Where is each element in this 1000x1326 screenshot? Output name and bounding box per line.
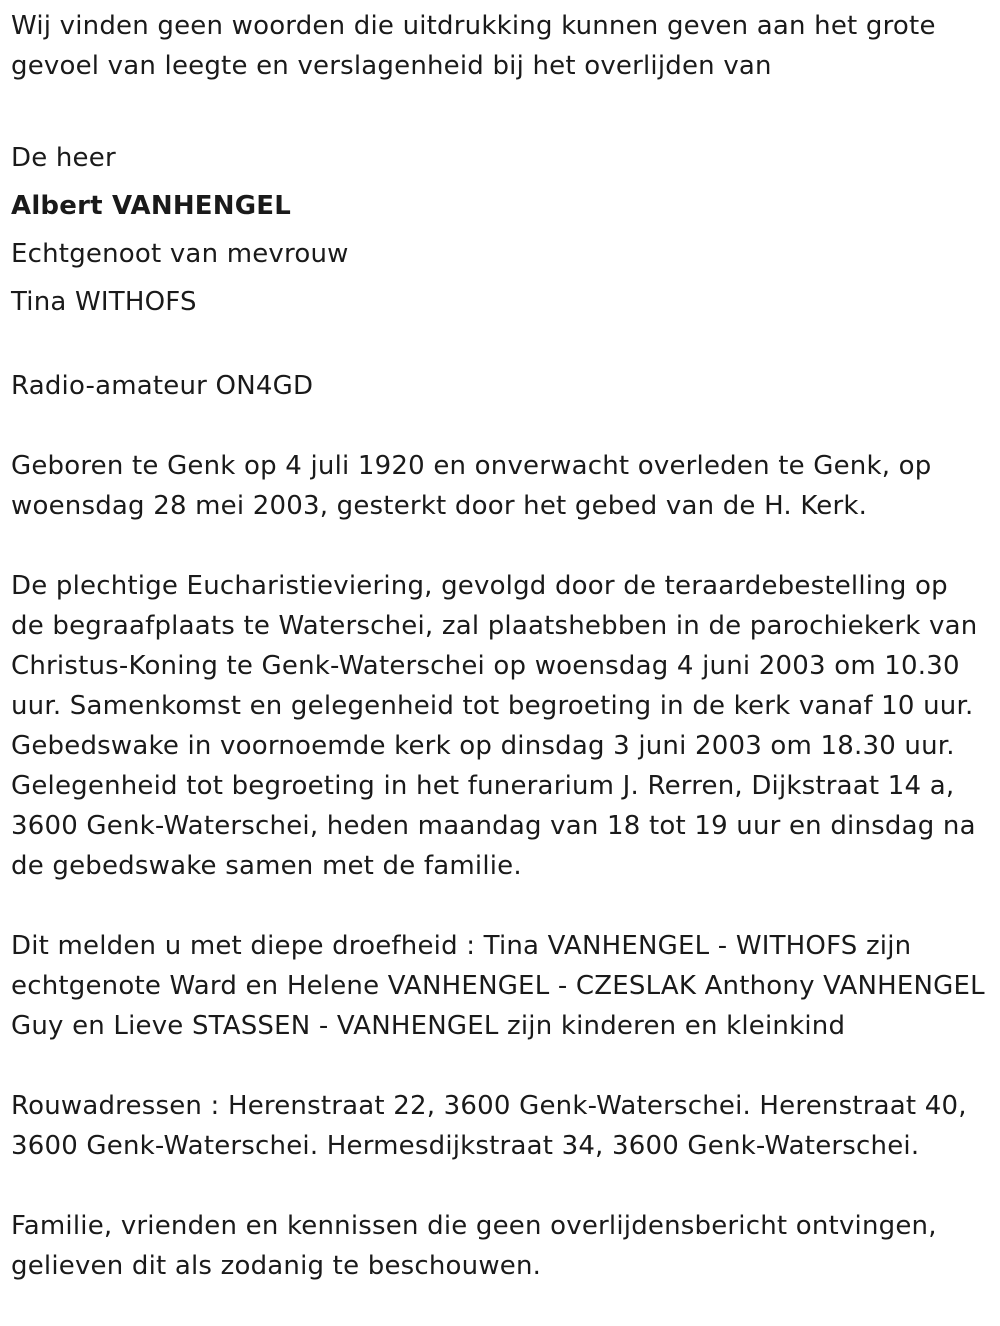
addresses-paragraph: Rouwadressen : Herenstraat 22, 3600 Genk-Waterschei. Herenstraat 40, 3600 Genk-Waterschei. Hermesdijkstraat 34, 3600 Genk-Waterschei.: [11, 1091, 967, 1161]
spacer: [11, 526, 986, 566]
spacer: [11, 86, 986, 126]
spacer: [11, 326, 986, 366]
spouse-label: Echtgenoot van mevrouw: [11, 239, 349, 269]
closing-paragraph: Familie, vrienden en kennissen die geen overlijdensbericht ontvingen, gelieven dit als zodanig te beschouwen.: [11, 1211, 937, 1281]
spacer: [11, 886, 986, 926]
ceremony-paragraph: De plechtige Eucharistieviering, gevolgd door de teraardebestelling op de begraafplaats te Waterschei, zal plaatshebben in de parochiekerk van Christus-Koning te Genk-Waterschei op woensdag 4 juni 2003 om 10.30 uur. Samenkomst en gelegenheid tot begroeting in de kerk vanaf 10 uur. Gebedswake in voornoemde kerk op dinsdag 3 juni 2003 om 18.30 uur. Gelegenheid tot begroeting in het funerarium J. Rerren, Dijkstraat 14 a, 3600 Genk-Waterschei, heden maandag van 18 tot 19 uur en dinsdag na de gebedswake samen met de familie.: [11, 571, 978, 881]
intro-paragraph: Wij vinden geen woorden die uitdrukking kunnen geven aan het grote gevoel van leegte en verslagenheid bij het overlijden van: [11, 11, 936, 81]
salutation: De heer: [11, 143, 116, 173]
deceased-name: Albert VANHENGEL: [11, 191, 291, 221]
announcement-paragraph: Dit melden u met diepe droefheid : Tina VANHENGEL - WITHOFS zijn echtgenote Ward en Helene VANHENGEL - CZESLAK Anthony VANHENGEL Guy en Lieve STASSEN - VANHENGEL zijn kinderen en kleinkind: [11, 931, 985, 1041]
spacer: [11, 1046, 986, 1086]
spacer: [11, 406, 986, 446]
spouse-name: Tina WITHOFS: [11, 287, 197, 317]
obituary-document: [11, 6, 986, 1286]
spacer: [11, 126, 986, 134]
spacer: [11, 1166, 986, 1206]
hobby-line: Radio-amateur ON4GD: [11, 371, 314, 401]
birth-death-paragraph: Geboren te Genk op 4 juli 1920 en onverwacht overleden te Genk, op woensdag 28 mei 2003, gesterkt door het gebed van de H. Kerk.: [11, 451, 932, 521]
